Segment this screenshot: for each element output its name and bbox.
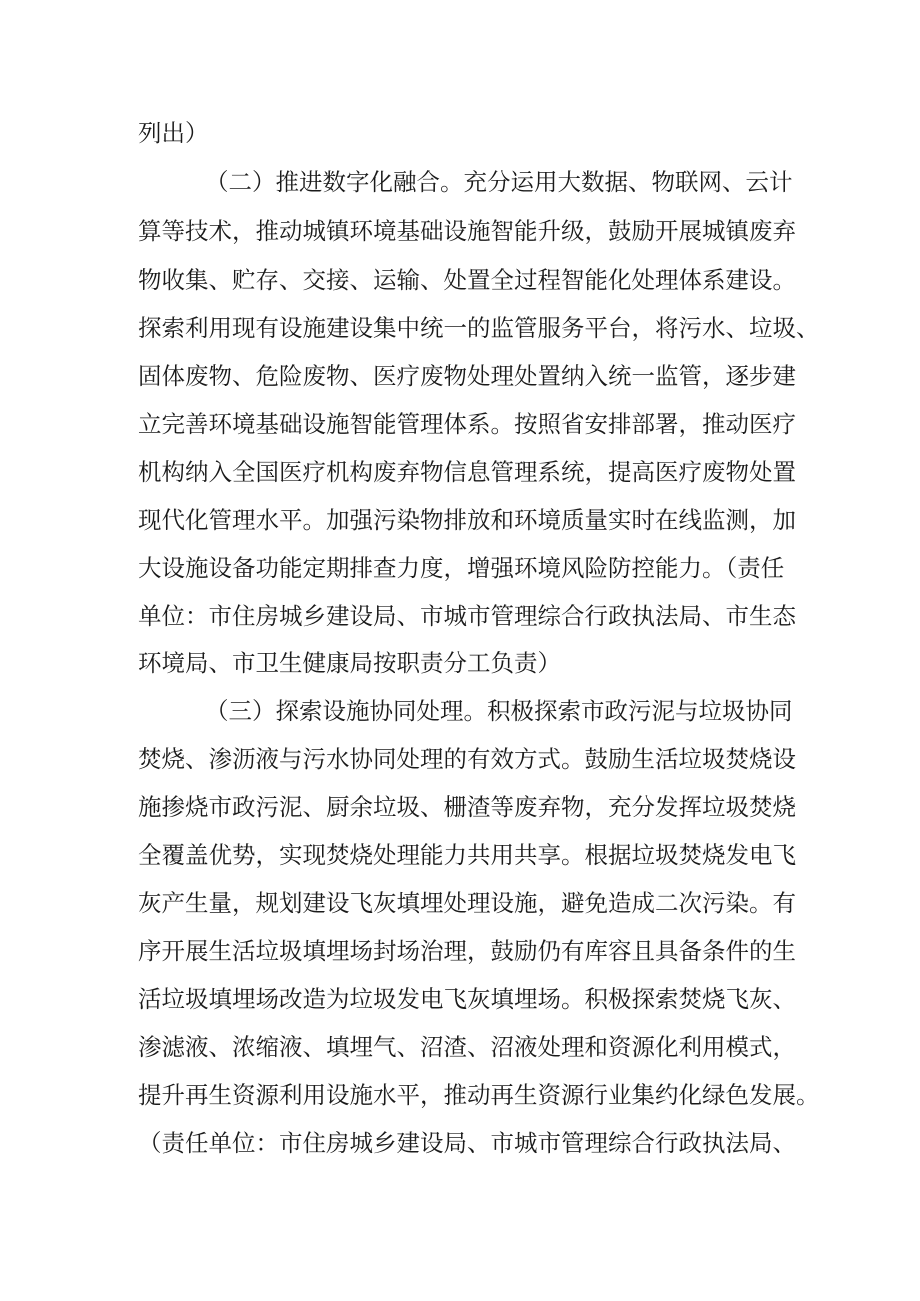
text-line: 全覆盖优势，实现焚烧处理能力共用共享。根据垃圾焚烧发电飞 xyxy=(138,841,796,869)
text-line: 列出） xyxy=(138,119,209,147)
text-line: 固体废物、危险废物、医疗废物处理处置纳入统一监管，逐步建 xyxy=(138,362,796,390)
text-line: 立完善环境基础设施智能管理体系。按照省安排部署，推动医疗 xyxy=(138,410,796,438)
text-line: 序开展生活垃圾填埋场封场治理，鼓励仍有库容且具备条件的生 xyxy=(138,937,796,965)
text-line: 物收集、贮存、交接、运输、处置全过程智能化处理体系建设。 xyxy=(138,266,796,294)
text-line: 环境局、市卫生健康局按职责分工负责） xyxy=(138,649,561,677)
text-line: 大设施设备功能定期排查力度，增强环境风险防控能力。（责任 xyxy=(138,554,785,582)
section-heading-line: （二）推进数字化融合。充分运用大数据、物联网、云计 xyxy=(205,168,793,196)
text-line: 机构纳入全国医疗机构废弃物信息管理系统，提高医疗废物处置 xyxy=(138,458,796,486)
text-line: 算等技术，推动城镇环境基础设施智能升级，鼓励开展城镇废弃 xyxy=(138,217,796,245)
text-line: 活垃圾填埋场改造为垃圾发电飞灰填埋场。积极探索焚烧飞灰、 xyxy=(138,985,796,1013)
text-line: 单位：市住房城乡建设局、市城市管理综合行政执法局、市生态 xyxy=(138,602,796,630)
section-heading-line: （三）探索设施协同处理。积极探索市政污泥与垃圾协同 xyxy=(205,697,793,725)
text-line: 提升再生资源利用设施水平，推动再生资源行业集约化绿色发展。 xyxy=(138,1081,820,1109)
text-line: （责任单位：市住房城乡建设局、市城市管理综合行政执法局、 xyxy=(138,1129,796,1157)
text-line: 施掺烧市政污泥、厨余垃圾、栅渣等废弃物，充分发挥垃圾焚烧 xyxy=(138,793,796,821)
text-line: 现代化管理水平。加强污染物排放和环境质量实时在线监测，加 xyxy=(138,506,796,534)
text-line: 渗滤液、浓缩液、填埋气、沼渣、沼液处理和资源化利用模式， xyxy=(138,1033,796,1061)
text-line: 焚烧、渗沥液与污水协同处理的有效方式。鼓励生活垃圾焚烧设 xyxy=(138,745,796,773)
text-line: 灰产生量，规划建设飞灰填埋处理设施，避免造成二次污染。有 xyxy=(138,889,796,917)
text-line: 探索利用现有设施建设集中统一的监管服务平台，将污水、垃圾、 xyxy=(138,314,820,342)
